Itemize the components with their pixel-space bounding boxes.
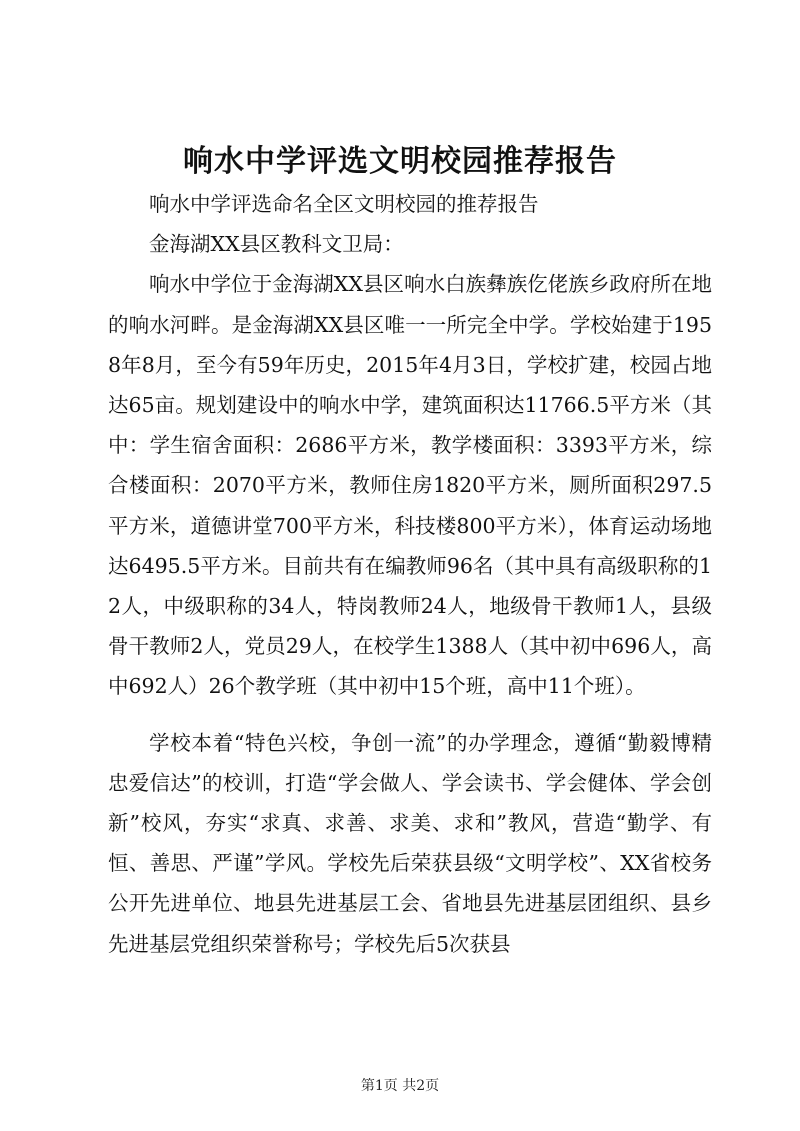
paragraph-intro: 响水中学位于金海湖XX县区响水白族彝族仡佬族乡政府所在地的响水河畔。是金海湖XX县区唯一一所完全中学。学校始建于1958年8月，至今有59年历史，2015年4月3日，学校扩建，校园占地达65亩。规划建设中的响水中学，建筑面积达11766.5平方米（其中：学生宿舍面积：2686平方米，教学楼面积：3393平方米，综合楼面积：2070平方米，教师住房1820平方米，厕所面积297.5平方米，道德讲堂700平方米，科技楼800平方米），体育运动场地达6495.5平方米。目前共有在编教师96名（其中具有高级职称的12人，中级职称的34人，特岗教师24人，地级骨干教师1人，县级骨干教师2人，党员29人，在校学生1388人（其中初中696人，高中692人）26个教学班（其中初中15个班，高中11个班）。 bbox=[108, 272, 712, 699]
document-body bbox=[108, 184, 712, 964]
salutation-line: 金海湖XX县区教科文卫局： bbox=[149, 232, 404, 257]
document-title: 响水中学评选文明校园推荐报告 bbox=[183, 144, 617, 179]
paragraph-spacer bbox=[108, 707, 712, 723]
page-number-footer: 第1页 共2页 bbox=[360, 1078, 440, 1094]
paragraph-philosophy: 学校本着“特色兴校，争创一流”的办学理念，遵循“勤毅博精忠爱信达”的校训，打造“学会做人、学会读书、学会健体、学会创新”校风，夯实“求真、求善、求美、求和”教风，营造“勤学、有恒、善思、严谨”学风。学校先后荣获县级“文明学校”、XX省校务公开先进单位、地县先进基层工会、省地县先进基层团组织、县乡先进基层党组织荣誉称号；学校先后5次获县 bbox=[108, 730, 712, 956]
subtitle-line: 响水中学评选命名全区文明校园的推荐报告 bbox=[149, 192, 539, 216]
